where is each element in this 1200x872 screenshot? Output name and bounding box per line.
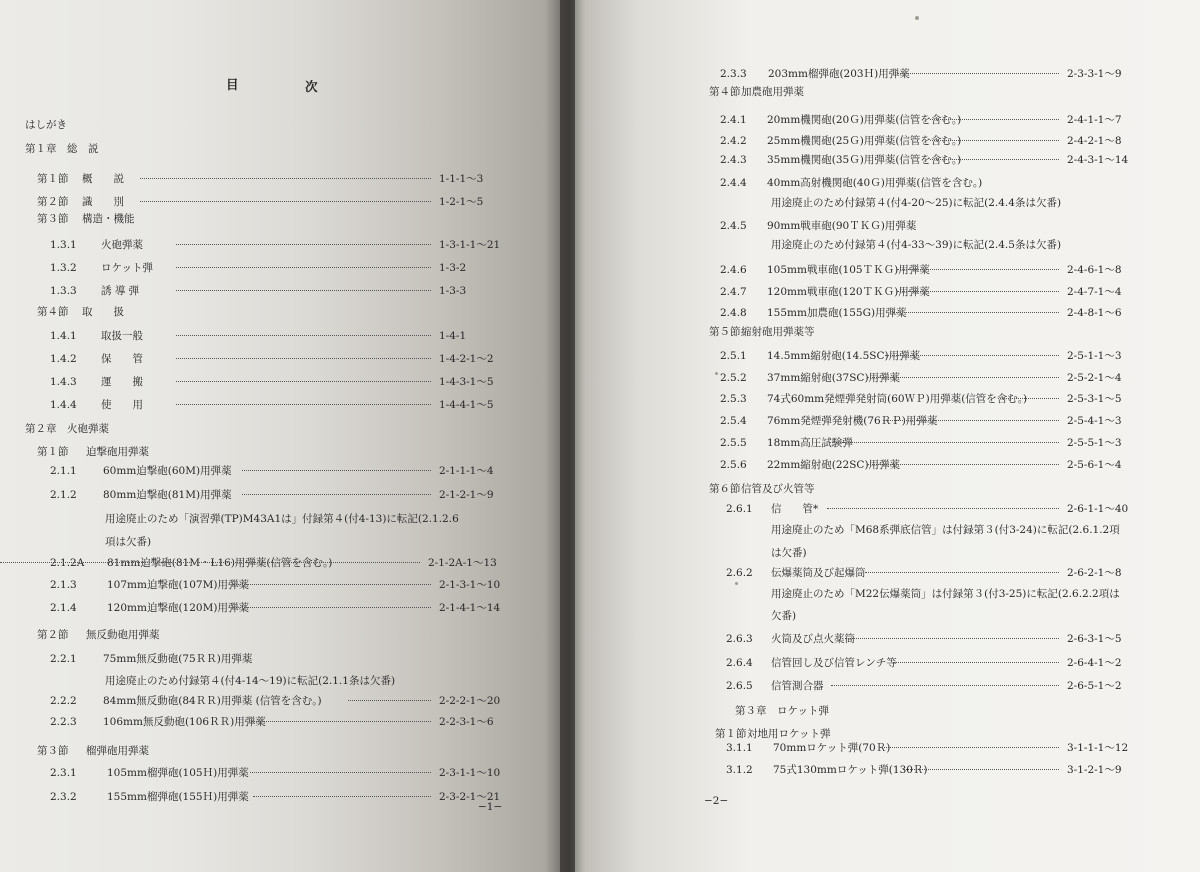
toc-entry-page-ref: 2-5-4-1～3 <box>1067 415 1122 427</box>
toc-entry-number: 2.2.2 <box>50 695 77 707</box>
toc-entry-page-ref: 1-3-3 <box>439 285 467 297</box>
toc-entry-title: 20mm機関砲(20Ｇ)用弾薬(信管を含む。) <box>767 114 962 126</box>
toc-entry-title: 155mm加農砲(155G)用弾薬 <box>767 307 907 319</box>
toc-entry-page-ref: 2-5-2-1～4 <box>1067 372 1122 384</box>
toc-entry-number: 2.3.1 <box>50 767 77 779</box>
toc-entry-title: 用途廃止のため付録第４(付4-14～19)に転記(2.1.1条は欠番) <box>105 675 396 687</box>
toc-entry-number: 2.4.7 <box>720 286 747 298</box>
toc-entry-title: 40mm高射機関砲(40Ｇ)用弾薬(信管を含む。) <box>767 177 983 189</box>
toc-entry <box>575 262 1195 278</box>
toc-entry-number: 第１節 <box>37 446 69 458</box>
toc-entry-title: 信管測合器 <box>771 680 824 692</box>
toc-entry-title: 欠番) <box>771 610 797 622</box>
toc-entry-number: 2.5.1 <box>720 350 747 362</box>
toc-entry-page-ref: 1-4-4-1～5 <box>439 399 494 411</box>
toc-entry <box>575 133 1195 149</box>
toc-entry-number: 第１節 <box>37 173 69 185</box>
toc-entry-title: 保 管 <box>101 353 143 365</box>
toc-entry <box>575 195 1195 211</box>
dot-leader <box>827 508 1059 509</box>
toc-entry-number: 2.6.2 <box>726 567 753 579</box>
dot-leader <box>867 464 1059 465</box>
toc-entry-number: 第２節 <box>37 196 69 208</box>
toc-entry-page-ref: 2-1-4-1～14 <box>439 602 501 614</box>
toc-entry <box>0 117 560 133</box>
toc-entry <box>0 304 560 320</box>
toc-entry-number: 2.6.1 <box>726 503 753 515</box>
toc-entry <box>0 374 560 390</box>
toc-entry-page-ref: 2-4-6-1～8 <box>1067 264 1122 276</box>
paper-speck <box>915 16 919 20</box>
toc-entry-number: 2.4.4 <box>720 177 747 189</box>
toc-entry-title: 誘 導 弾 <box>101 285 140 297</box>
toc-entry-title: 81mm迫撃砲(81M・L16)用弾薬(信管を含む。) <box>107 557 333 569</box>
toc-entry-title: 84mm無反動砲(84ＲＲ)用弾薬 (信管を含む。) <box>103 695 322 707</box>
toc-entry <box>575 218 1195 234</box>
toc-entry-page-ref: 2-1-3-1～10 <box>439 579 501 591</box>
toc-entry-title: 106mm無反動砲(106ＲＲ)用弾薬 <box>103 716 266 728</box>
toc-entry-number: 第１節 <box>715 728 747 740</box>
toc-entry <box>575 66 1195 82</box>
toc-entry-title: 第１章 総 説 <box>25 143 99 155</box>
dot-leader <box>176 267 431 268</box>
toc-entry-title: 識 別 <box>82 196 124 208</box>
toc-entry-title: 取扱一般 <box>101 330 143 342</box>
toc-entry-title: 無反動砲用弾薬 <box>86 629 160 641</box>
toc-entry-page-ref: 2-6-1-1～40 <box>1067 503 1129 515</box>
toc-entry-number: 2.1.2A <box>50 557 85 569</box>
toc-entry-title: 使 用 <box>101 399 143 411</box>
toc-entry-page-ref: 2-4-8-1～6 <box>1067 307 1122 319</box>
toc-entry-number: 2.5.5 <box>720 437 747 449</box>
book-gutter <box>545 0 585 872</box>
toc-entry-number: 2.5.4 <box>720 415 747 427</box>
toc-entry <box>0 743 560 759</box>
toc-entry <box>0 627 560 643</box>
toc-entry <box>0 283 560 299</box>
toc-entry-title: 火砲弾薬 <box>101 239 143 251</box>
toc-entry-number: 2.6.4 <box>726 657 753 669</box>
toc-entry-page-ref: 2-3-1-1～10 <box>439 767 501 779</box>
dot-leader <box>176 358 431 359</box>
toc-entry-page-ref: 2-1-1-1～4 <box>439 465 494 477</box>
toc-title-char-1: 目 <box>226 77 239 92</box>
toc-entry <box>575 501 1195 517</box>
toc-entry <box>575 324 1195 340</box>
toc-entry <box>0 693 560 709</box>
toc-entry <box>0 577 560 593</box>
toc-entry <box>575 348 1195 364</box>
toc-entry-number: 1.4.3 <box>50 376 77 388</box>
toc-entry <box>575 481 1195 497</box>
dot-leader <box>880 747 1059 748</box>
page-number-left: −1− <box>478 801 503 813</box>
toc-entry-page-ref: 1-2-1～5 <box>439 196 484 208</box>
toc-entry-title: 70mmロケット弾(70Ｒ) <box>773 742 891 754</box>
toc-entry-title: 203mm榴弾砲(203Ｈ)用弾薬 <box>768 68 910 80</box>
dot-leader <box>140 178 431 179</box>
toc-entry <box>0 351 560 367</box>
toc-entry-title: 107mm迫撃砲(107M)用弾薬 <box>107 579 249 591</box>
toc-entry-page-ref: 1-3-1-1～21 <box>439 239 501 251</box>
toc-entry-number: 第６節 <box>709 483 741 495</box>
toc-entry-number: 1.4.2 <box>50 353 77 365</box>
toc-entry-page-ref: 2-1-2A-1～13 <box>428 557 497 569</box>
toc-entry-title: 取 扱 <box>82 306 124 318</box>
toc-entry-title: 76mm発煙弾発射機(76ＲＰ)用弾薬 <box>767 415 938 427</box>
toc-entry <box>575 284 1195 300</box>
toc-entry <box>575 703 1195 719</box>
toc-entry-number: 2.4.8 <box>720 307 747 319</box>
toc-entry-page-ref: 2-6-4-1～2 <box>1067 657 1122 669</box>
toc-entry-title: 用途廃止のため「M68系弾底信管」は付録第３(付3-24)に転記(2.6.1.2項 <box>771 524 1120 536</box>
toc-entry-page-ref: 3-1-2-1～9 <box>1067 764 1122 776</box>
toc-entry-title: 第３章 ロケット弾 <box>735 705 829 717</box>
toc-entry <box>0 171 560 187</box>
dot-leader <box>250 772 431 773</box>
toc-entry-title: 155mm榴弾砲(155Ｈ)用弾薬 <box>107 791 249 803</box>
toc-entry <box>575 608 1195 624</box>
dot-leader <box>348 700 431 701</box>
toc-entry <box>575 678 1195 694</box>
toc-entry-number: 1.3.2 <box>50 262 77 274</box>
toc-entry-page-ref: 1-4-2-1～2 <box>439 353 494 365</box>
toc-entry-title: は欠番) <box>771 547 807 559</box>
toc-entry-page-ref: 2-3-2-1～21 <box>439 791 501 803</box>
toc-entry <box>0 463 560 479</box>
toc-entry <box>0 237 560 253</box>
dot-leader <box>233 584 431 585</box>
toc-entry-number: 第５節 <box>709 326 741 338</box>
toc-entry-page-ref: 2-6-2-1～8 <box>1067 567 1122 579</box>
toc-entry-title: ロケット弾 <box>101 262 153 274</box>
dot-leader <box>897 291 1059 292</box>
dot-leader <box>829 442 1059 443</box>
toc-entry <box>0 651 560 667</box>
toc-entry-page-ref: 2-2-3-1～6 <box>439 716 494 728</box>
toc-entry-title: 信管及び火管等 <box>741 483 815 495</box>
dot-leader <box>930 119 1059 120</box>
toc-entry-title: 信 管* <box>771 503 819 515</box>
dot-leader <box>176 381 431 382</box>
dot-leader <box>897 269 1059 270</box>
dot-leader <box>176 404 431 405</box>
toc-entry <box>0 421 560 437</box>
toc-entry-page-ref: 2-6-3-1～5 <box>1067 633 1122 645</box>
toc-entry <box>575 370 1195 386</box>
dot-leader <box>831 685 1059 686</box>
dot-leader <box>998 398 1059 399</box>
toc-entry-title: 用途廃止のため「M22伝爆薬筒」は付録第３(付3-25)に転記(2.6.2.2項は <box>771 588 1120 600</box>
dot-leader <box>893 312 1059 313</box>
toc-entry-page-ref: 1-1-1～3 <box>439 173 484 185</box>
toc-entry-page-ref: 2-5-6-1～4 <box>1067 459 1122 471</box>
toc-entry-number: 2.3.2 <box>50 791 77 803</box>
page-number-right: −2− <box>704 795 729 807</box>
toc-entry <box>0 444 560 460</box>
toc-entry <box>575 152 1195 168</box>
toc-entry-number: 2.5.3 <box>720 393 747 405</box>
toc-entry-number: 3.1.1 <box>726 742 753 754</box>
toc-entry <box>0 141 560 157</box>
toc-entry-title: 火筒及び点火薬筒 <box>771 633 855 645</box>
dot-leader <box>867 377 1059 378</box>
toc-entry-number: 2.1.1 <box>50 465 77 477</box>
toc-entry <box>0 260 560 276</box>
toc-entry-title: 37mm縮射砲(37SC)用弾薬 <box>767 372 901 384</box>
toc-entry-title: 運 搬 <box>101 376 143 388</box>
toc-entry-title: 22mm縮射砲(22SC)用弾薬 <box>767 459 901 471</box>
toc-entry-number: 第４節 <box>37 306 69 318</box>
toc-entry <box>575 631 1195 647</box>
toc-entry-page-ref: 2-4-1-1～7 <box>1067 114 1122 126</box>
toc-entry-page-ref: 1-3-2 <box>439 262 467 274</box>
toc-entry-number: 2.2.3 <box>50 716 77 728</box>
toc-entry-title: 25mm機関砲(25Ｇ)用弾薬(信管を含む。) <box>767 135 962 147</box>
dot-leader <box>251 721 431 722</box>
toc-entry-page-ref: 2-5-1-1～3 <box>1067 350 1122 362</box>
toc-entry <box>0 194 560 210</box>
toc-entry-page-ref: 2-1-2-1～9 <box>439 489 494 501</box>
toc-entry-page-ref: 2-6-5-1～2 <box>1067 680 1122 692</box>
dot-leader <box>253 796 431 797</box>
toc-entry-title: 105mm戦車砲(105ＴＫＧ)用弾薬 <box>767 264 930 276</box>
toc-entry-title: 75mm無反動砲(75ＲＲ)用弾薬 <box>103 653 253 665</box>
dot-leader <box>0 562 420 563</box>
toc-entry-number: 2.4.6 <box>720 264 747 276</box>
toc-title-char-2: 次 <box>305 79 318 94</box>
toc-entry <box>575 522 1195 538</box>
toc-entry-number: 2.1.2 <box>50 489 77 501</box>
toc-entry <box>0 511 560 527</box>
toc-entry-number: 3.1.2 <box>726 764 753 776</box>
toc-entry <box>575 565 1195 581</box>
toc-entry <box>575 237 1195 253</box>
toc-entry-page-ref: 2-5-3-1～5 <box>1067 393 1122 405</box>
dot-leader <box>176 290 431 291</box>
toc-entry <box>0 789 560 805</box>
toc-entry-number: 2.6.5 <box>726 680 753 692</box>
toc-entry-title: 信管回し及び信管レンチ等 <box>771 657 897 669</box>
toc-entry <box>575 762 1195 778</box>
toc-entry <box>575 84 1195 100</box>
toc-entry <box>0 600 560 616</box>
dot-leader <box>176 244 431 245</box>
toc-entry-title: 105mm榴弾砲(105Ｈ)用弾薬 <box>107 767 249 779</box>
toc-entry <box>575 586 1195 602</box>
toc-entry-number: 第３節 <box>37 745 69 757</box>
toc-entry-number: 2.3.3 <box>720 68 747 80</box>
toc-entry-number: 2.1.4 <box>50 602 77 614</box>
toc-entry-number: 2.4.2 <box>720 135 747 147</box>
toc-entry-title: 35mm機関砲(35Ｇ)用弾薬(信管を含む。) <box>767 154 962 166</box>
toc-entry <box>575 305 1195 321</box>
right-page <box>575 0 1200 872</box>
toc-entry <box>575 740 1195 756</box>
toc-entry-number: 2.5.2 <box>720 372 747 384</box>
toc-entry-number: 2.4.3 <box>720 154 747 166</box>
toc-entry-title: 榴弾砲用弾薬 <box>86 745 149 757</box>
dot-leader <box>242 494 431 495</box>
dot-leader <box>883 420 1059 421</box>
toc-entry <box>575 457 1195 473</box>
toc-entry-number: 1.3.1 <box>50 239 77 251</box>
toc-entry-title: はしがき <box>25 119 67 131</box>
toc-entry <box>0 555 560 571</box>
toc-entry <box>0 765 560 781</box>
toc-entry-number: 第３節 <box>37 213 69 225</box>
toc-entry-number: 1.4.4 <box>50 399 77 411</box>
dot-leader <box>903 769 1059 770</box>
toc-entry-title: 縮射砲用弾薬等 <box>741 326 815 338</box>
toc-entry-title: 18mm高圧試験弾 <box>767 437 853 449</box>
dot-leader <box>930 159 1059 160</box>
paper-speck <box>735 582 738 585</box>
toc-entry <box>575 175 1195 191</box>
toc-entry-page-ref: 2-4-7-1～4 <box>1067 286 1122 298</box>
toc-entry-title: 構造・機能 <box>82 213 135 225</box>
toc-entry-number: 第２節 <box>37 629 69 641</box>
dot-leader <box>233 607 431 608</box>
toc-entry <box>575 391 1195 407</box>
toc-entry-title: 74式60mm発煙弾発射筒(60ＷＰ)用弾薬(信管を含む。) <box>767 393 1028 405</box>
toc-entry-title: 対地用ロケット弾 <box>747 728 831 740</box>
dot-leader <box>885 355 1059 356</box>
toc-entry-page-ref: 2-5-5-1～3 <box>1067 437 1122 449</box>
toc-entry <box>0 328 560 344</box>
dot-leader <box>893 662 1059 663</box>
toc-entry-title: 第２章 火砲弾薬 <box>25 423 109 435</box>
toc-entry-title: 項は欠番) <box>105 536 152 548</box>
toc-entry-title: 75式130mmロケット弾(130Ｒ) <box>773 764 928 776</box>
toc-entry-number: 2.5.6 <box>720 459 747 471</box>
toc-entry <box>575 655 1195 671</box>
toc-entry-title: 概 説 <box>82 173 124 185</box>
toc-entry-number: 1.4.1 <box>50 330 77 342</box>
dot-leader <box>930 140 1059 141</box>
toc-entry <box>0 673 560 689</box>
toc-entry <box>575 545 1195 561</box>
toc-entry-number: 2.1.3 <box>50 579 77 591</box>
toc-entry-number: 第４節 <box>709 86 741 98</box>
toc-entry <box>0 397 560 413</box>
toc-entry-title: 120mm迫撃砲(120M)用弾薬 <box>107 602 249 614</box>
toc-entry <box>0 211 560 227</box>
toc-entry-title: 迫撃砲用弾薬 <box>86 446 149 458</box>
toc-entry-page-ref: 1-4-3-1～5 <box>439 376 494 388</box>
toc-entry-title: 80mm迫撃砲(81M)用弾薬 <box>103 489 232 501</box>
toc-entry <box>575 435 1195 451</box>
toc-entry <box>575 413 1195 429</box>
toc-entry-number: 2.6.3 <box>726 633 753 645</box>
toc-entry-title: 60mm迫撃砲(60M)用弾薬 <box>103 465 232 477</box>
toc-entry-page-ref: 2-2-2-1～20 <box>439 695 501 707</box>
dot-leader <box>140 201 431 202</box>
toc-entry-title: 加農砲用弾薬 <box>741 86 804 98</box>
toc-entry-title: 14.5mm縮射砲(14.5SC)用弾薬 <box>767 350 921 362</box>
toc-entry-number: 2.4.1 <box>720 114 747 126</box>
toc-entry-page-ref: 3-1-1-1～12 <box>1067 742 1129 754</box>
toc-entry <box>0 487 560 503</box>
toc-entry-number: 2.2.1 <box>50 653 77 665</box>
toc-entry-number: 2.4.5 <box>720 220 747 232</box>
toc-entry-title: 120mm戦車砲(120ＴＫＧ)用弾薬 <box>767 286 930 298</box>
dot-leader <box>242 470 431 471</box>
dot-leader <box>845 638 1059 639</box>
dot-leader <box>176 335 431 336</box>
dot-leader <box>865 572 1059 573</box>
toc-entry-title: 90mm戦車砲(90ＴＫＧ)用弾薬 <box>767 220 917 232</box>
toc-entry-title: 用途廃止のため付録第４(付4-33～39)に転記(2.4.5条は欠番) <box>771 239 1062 251</box>
toc-entry-title: 用途廃止のため付録第４(付4-20～25)に転記(2.4.4条は欠番) <box>771 197 1062 209</box>
toc-entry-page-ref: 2-3-3-1～9 <box>1067 68 1122 80</box>
toc-entry-page-ref: 2-4-3-1～14 <box>1067 154 1129 166</box>
toc-entry-title: 伝爆薬筒及び起爆筒 <box>771 567 866 579</box>
dot-leader <box>897 73 1059 74</box>
toc-entry-page-ref: 2-4-2-1～8 <box>1067 135 1122 147</box>
toc-entry-number: 1.3.3 <box>50 285 77 297</box>
toc-entry <box>575 112 1195 128</box>
left-page <box>0 0 560 872</box>
toc-entry-page-ref: 1-4-1 <box>439 330 467 342</box>
toc-entry <box>0 534 560 550</box>
toc-entry-title: 用途廃止のため「演習弾(TP)M43A1は」付録第４(付4-13)に転記(2.1.2.6 <box>105 513 459 525</box>
toc-entry <box>0 714 560 730</box>
